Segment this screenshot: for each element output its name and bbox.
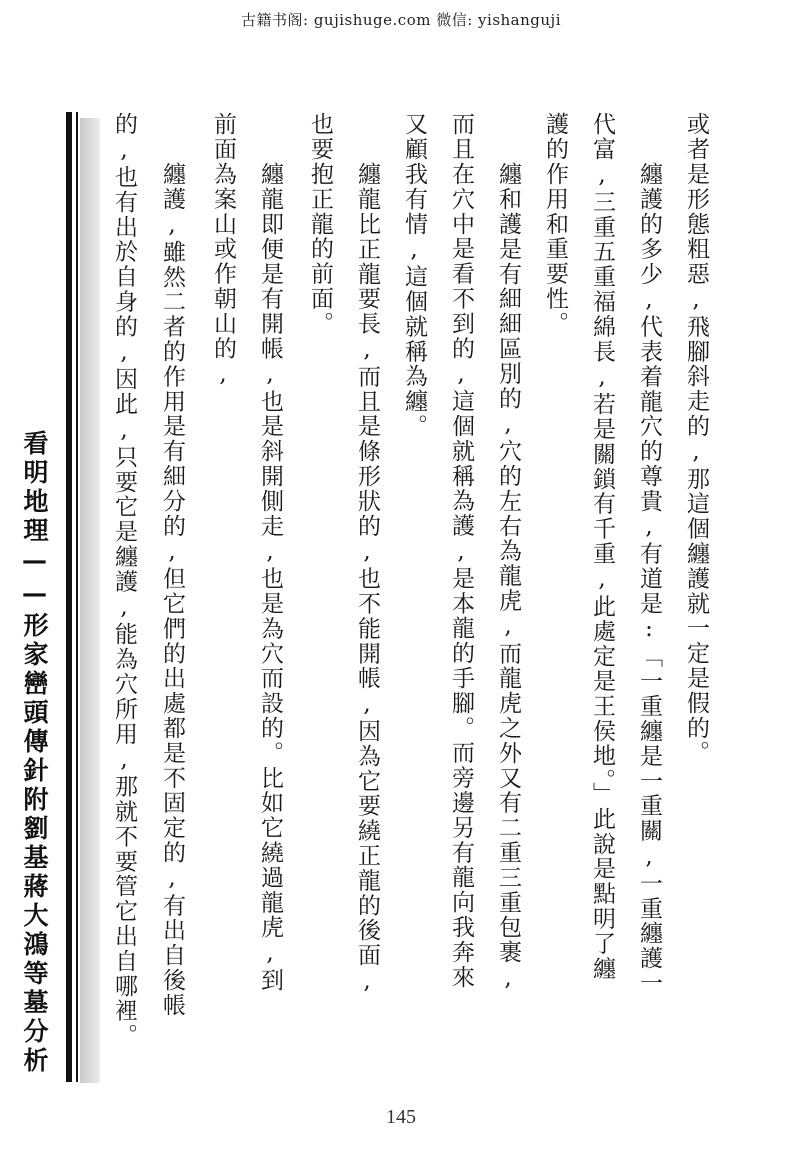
text-column: 也要抱正龍的前面。 xyxy=(307,112,333,337)
text-column: 代富,三重五重福綿長,若是關鎖有千重,此處定是王侯地。」此說是點明了纏 xyxy=(589,112,615,981)
text-column: 護的作用和重要性。 xyxy=(542,112,568,337)
text-column: 前面為案山或作朝山的, xyxy=(210,112,236,389)
text-column: 又顧我有情,這個就稱為纏。 xyxy=(401,112,427,439)
text-column: 的,也有出於自身的,因此,只要它是纏護,能為穴所用,那就不要管它出自哪裡。 xyxy=(111,112,137,1049)
text-column: 或者是形態粗惡,飛腳斜走的,那這個纏護就一定是假的。 xyxy=(683,112,709,766)
margin-rule-thick xyxy=(66,112,72,1082)
text-column: 而且在穴中是看不到的,這個就稱為護,是本龍的手腳。而旁邊另有龍向我奔來 xyxy=(448,112,474,990)
text-column: 纏龍即便是有開帳,也是斜開側走,也是為穴而設的。比如它繞過龍虎,到 xyxy=(257,162,283,993)
margin-rule-thin xyxy=(76,112,78,1082)
text-column: 纏護,雖然二者的作用是有細分的,但它們的出處都是不固定的,有出自後帳 xyxy=(159,162,185,1018)
page-number: 145 xyxy=(386,1106,416,1128)
margin-shade xyxy=(80,118,100,1083)
text-column: 纏護的多少,代表着龍穴的尊貴,有道是:「一重纏是一重關,一重纏護一 xyxy=(636,162,662,996)
running-title: 看明地理——形家巒頭傳針附劉基蔣大鴻等墓分析 xyxy=(20,430,49,1076)
text-column: 纏龍比正龍要長,而且是條形狀的,也不能開帳,因為它要繞正龍的後面, xyxy=(354,162,380,996)
watermark: 古籍书阁: gujishuge.com 微信: yishanguji xyxy=(241,11,561,29)
text-column: 纏和護是有細細區別的,穴的左右為龍虎,而龍虎之外又有二重三重包裹, xyxy=(495,162,521,993)
